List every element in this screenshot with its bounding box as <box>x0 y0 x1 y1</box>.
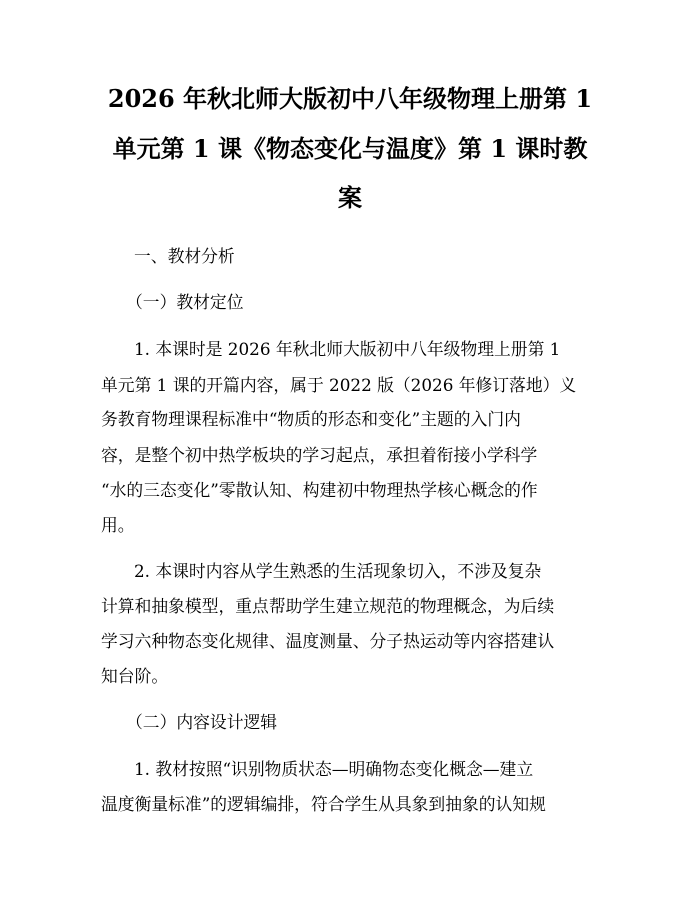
subsection-heading-content-design-logic: （二）内容设计逻辑 <box>126 712 278 732</box>
text-line: 1. 本课时是 2026 年秋北师大版初中八年级物理上册第 1 <box>134 339 561 359</box>
text-line: 容，是整个初中热学板块的学习起点，承担着衔接小学科学 <box>101 445 538 465</box>
text-line: 用。 <box>101 515 135 535</box>
text-line: “水的三态变化”零散认知、构建初中物理热学核心概念的作 <box>101 480 538 500</box>
section-heading-teaching-material-analysis: 一、教材分析 <box>134 246 235 266</box>
text-line: 务教育物理课程标准中“物质的形态和变化”主题的入门内 <box>101 409 521 429</box>
text-line: 单元第 1 课的开篇内容，属于 2022 版（2026 年修订落地）义 <box>101 375 577 395</box>
text-line: 计算和抽象模型，重点帮助学生建立规范的物理概念，为后续 <box>101 596 555 616</box>
document-title-line-3: 案 <box>338 183 362 212</box>
text-line: 知台阶。 <box>101 666 169 686</box>
subsection-heading-material-positioning: （一）教材定位 <box>126 292 244 312</box>
text-line: 学习六种物态变化规律、温度测量、分子热运动等内容搭建认 <box>101 631 555 651</box>
text-line: 1. 教材按照“识别物质状态—明确物态变化概念—建立 <box>134 759 534 779</box>
text-line: 2. 本课时内容从学生熟悉的生活现象切入，不涉及复杂 <box>134 561 542 581</box>
text-line: 温度衡量标准”的逻辑编排，符合学生从具象到抽象的认知规 <box>101 794 546 814</box>
document-title-line-1: 2026 年秋北师大版初中八年级物理上册第 1 <box>107 84 593 113</box>
document-title-line-2: 单元第 1 课《物态变化与温度》第 1 课时教 <box>112 134 588 163</box>
